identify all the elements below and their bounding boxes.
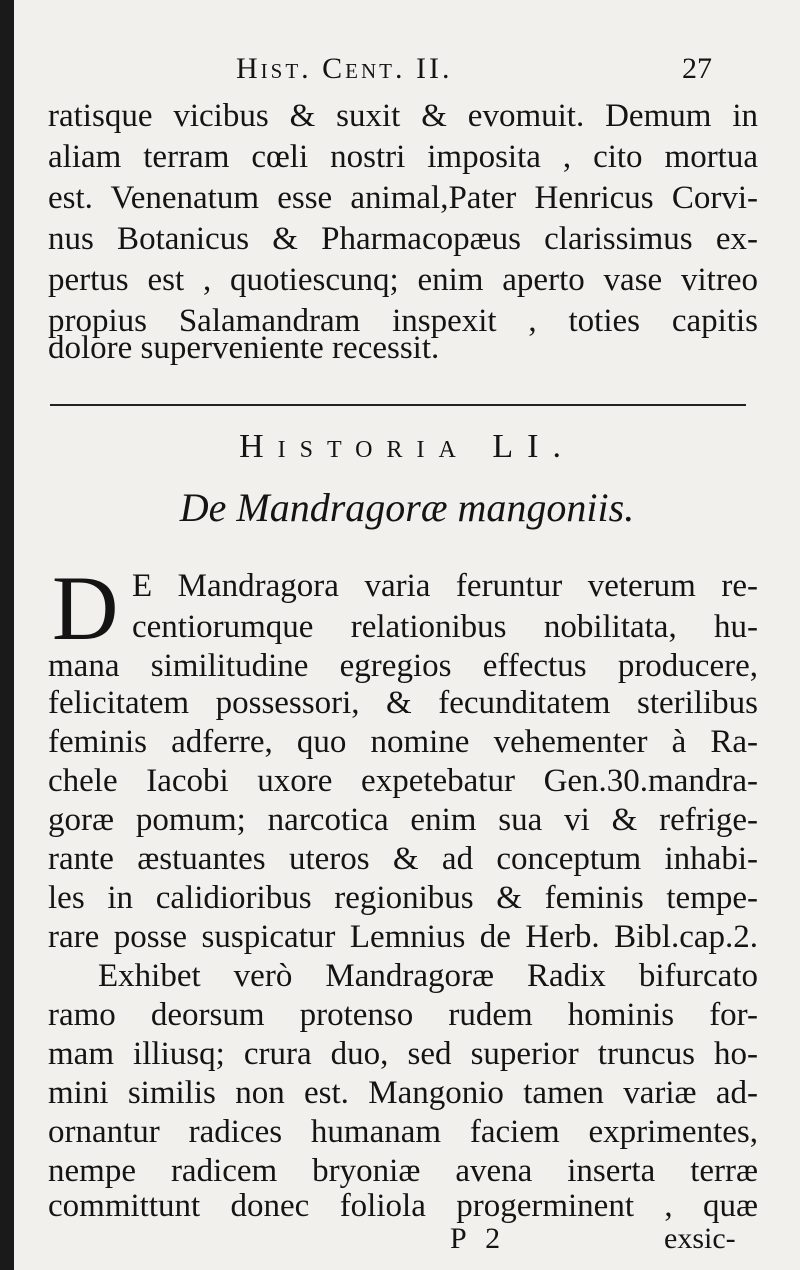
section-rule: [50, 404, 746, 406]
text-line: propius Salamandram inspexit , toties capitis: [48, 303, 758, 339]
text-line: ornantur radices humanam faciem exprimentes,: [48, 1114, 758, 1150]
text-line: nus Botanicus & Pharmacopæus clarissimus ex-: [48, 221, 758, 257]
running-head: [14, 52, 800, 92]
text-line: feminis adferre, quo nomine vehementer à Ra-: [48, 724, 758, 760]
section-heading: Historia LI.: [239, 428, 575, 465]
signature-mark: P 2: [450, 1222, 507, 1255]
text-line: les in calidioribus regionibus & feminis tempe-: [48, 880, 758, 916]
text-line: ratisque vicibus & suxit & evomuit. Demum in: [48, 98, 758, 134]
text-line: felicitatem possessori, & fecunditatem sterilibus: [48, 685, 758, 721]
text-line: rare posse suspicatur Lemnius de Herb. Bibl.cap.2.: [48, 919, 758, 955]
book-page: [14, 0, 800, 1270]
running-head-title: Hist. Cent. II.: [236, 52, 453, 85]
text-line: nempe radicem bryoniæ avena inserta terræ: [48, 1153, 758, 1189]
text-line: aliam terram cœli nostri imposita , cito mortua: [48, 139, 758, 175]
section-subheading: De Mandragoræ mangoniis.: [179, 485, 635, 530]
text-line: mam illiusq; crura duo, sed superior truncus ho-: [48, 1036, 758, 1072]
text-line: est. Venenatum esse animal,Pater Henricus Corvi-: [48, 180, 758, 216]
text-line: E Mandragora varia feruntur veterum re-: [132, 568, 758, 604]
text-line: rante æstuantes uteros & ad conceptum inhabi-: [48, 841, 758, 877]
text-line: goræ pomum; narcotica enim sua vi & refrige-: [48, 802, 758, 838]
text-line: ramo deorsum protenso rudem hominis for-: [48, 997, 758, 1033]
text-line: committunt donec foliola progerminent , quæ: [48, 1188, 758, 1224]
drop-cap: D: [52, 557, 119, 659]
text-line: pertus est , quotiescunq; enim aperto vase vitreo: [48, 262, 758, 298]
text-line: mana similitudine egregios effectus producere,: [48, 648, 758, 684]
text-line: mini similis non est. Mangonio tamen variæ ad-: [48, 1075, 758, 1111]
text-line: dolore superveniente recessit.: [48, 330, 440, 366]
text-line: chele Iacobi uxore expetebatur Gen.30.mandra-: [48, 763, 758, 799]
catchword: exsic-: [664, 1222, 736, 1255]
page-number: 27: [682, 52, 712, 85]
text-line: Exhibet verò Mandragoræ Radix bifurcato: [98, 958, 758, 994]
text-line: centiorumque relationibus nobilitata, hu-: [132, 609, 758, 645]
